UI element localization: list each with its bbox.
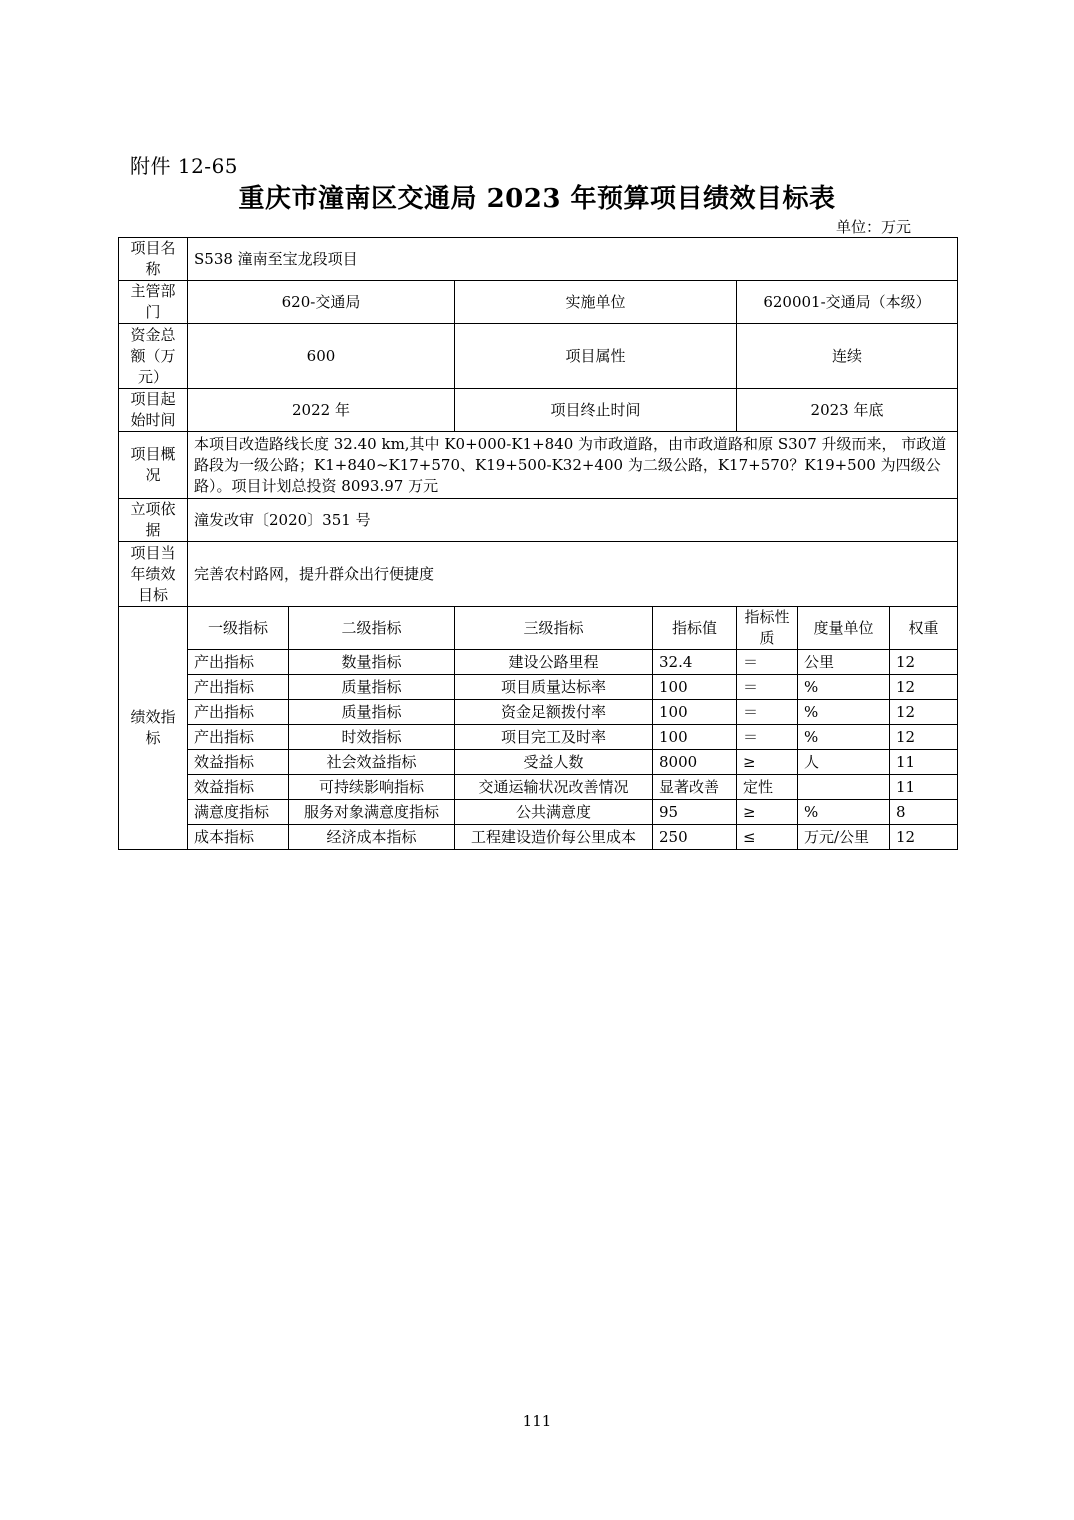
project-name-label: 项目名称	[119, 238, 188, 281]
cell-level3: 公共满意度	[455, 800, 653, 825]
table-row	[119, 650, 958, 675]
cell-level2: 经济成本指标	[289, 825, 455, 850]
impl-unit-label: 实施单位	[455, 281, 737, 324]
cell-unit: %	[798, 675, 890, 700]
dept-value: 620-交通局	[188, 281, 455, 324]
cell-nature: ≥	[737, 750, 798, 775]
basis-value: 潼发改审〔2020〕351 号	[188, 499, 958, 542]
cell-level1: 效益指标	[188, 775, 289, 800]
table-row	[119, 725, 958, 750]
annual-goal-value: 完善农村路网，提升群众出行便捷度	[188, 542, 958, 607]
overview-value: 本项目改造路线长度 32.40 km,其中 K0+000-K1+840 为市政道路，由市政道路和原 S307 升级而来， 市政道路段为一级公路；K1+840~K17+570、K19+500-K32+400 为二级公路，K17+570？K19+500 为四级公路）。项目计划总投资 8093.97 万元	[188, 432, 958, 499]
cell-nature: ≥	[737, 800, 798, 825]
cell-level2: 可持续影响指标	[289, 775, 455, 800]
overview-label: 项目概况	[119, 432, 188, 499]
cell-weight: 8	[890, 800, 958, 825]
cell-level1: 成本指标	[188, 825, 289, 850]
cell-level1: 产出指标	[188, 725, 289, 750]
project-attr-value: 连续	[737, 324, 958, 389]
cell-level3: 资金足额拨付率	[455, 700, 653, 725]
indicators-section-label: 绩效指标	[119, 607, 188, 850]
page-title: 重庆市潼南区交通局 2023 年预算项目绩效目标表	[238, 184, 836, 214]
cell-weight: 12	[890, 650, 958, 675]
end-time-label: 项目终止时间	[455, 389, 737, 432]
header-weight: 权重	[890, 607, 958, 650]
cell-level2: 质量指标	[289, 700, 455, 725]
cell-unit: 公里	[798, 650, 890, 675]
impl-unit-value: 620001-交通局（本级）	[737, 281, 958, 324]
table-row	[119, 750, 958, 775]
cell-value: 8000	[653, 750, 737, 775]
cell-nature: ＝	[737, 700, 798, 725]
basis-label: 立项依据	[119, 499, 188, 542]
cell-weight: 12	[890, 825, 958, 850]
cell-level1: 满意度指标	[188, 800, 289, 825]
header-level1: 一级指标	[188, 607, 289, 650]
cell-level2: 时效指标	[289, 725, 455, 750]
cell-unit	[798, 775, 890, 800]
cell-nature: ＝	[737, 675, 798, 700]
cell-unit: 人	[798, 750, 890, 775]
header-value: 指标值	[653, 607, 737, 650]
funds-label: 资金总额（万元）	[119, 324, 188, 389]
cell-weight: 11	[890, 775, 958, 800]
cell-level1: 产出指标	[188, 675, 289, 700]
cell-unit: %	[798, 725, 890, 750]
performance-table	[118, 237, 958, 850]
project-name-value: S538 潼南至宝龙段项目	[188, 238, 958, 281]
cell-level3: 交通运输状况改善情况	[455, 775, 653, 800]
cell-weight: 12	[890, 675, 958, 700]
cell-level1: 产出指标	[188, 650, 289, 675]
cell-level2: 数量指标	[289, 650, 455, 675]
cell-unit: %	[798, 700, 890, 725]
table-row	[119, 675, 958, 700]
cell-level2: 质量指标	[289, 675, 455, 700]
cell-value: 100	[653, 700, 737, 725]
cell-level3: 项目质量达标率	[455, 675, 653, 700]
project-attr-label: 项目属性	[455, 324, 737, 389]
cell-weight: 12	[890, 725, 958, 750]
attachment-label: 附件 12-65	[130, 154, 239, 178]
cell-level3: 项目完工及时率	[455, 725, 653, 750]
cell-level1: 产出指标	[188, 700, 289, 725]
cell-nature: ≤	[737, 825, 798, 850]
start-time-label: 项目起始时间	[119, 389, 188, 432]
cell-weight: 12	[890, 700, 958, 725]
unit-note: 单位：万元	[836, 218, 912, 236]
cell-value: 100	[653, 675, 737, 700]
table-row	[119, 700, 958, 725]
cell-level1: 效益指标	[188, 750, 289, 775]
cell-level2: 社会效益指标	[289, 750, 455, 775]
dept-label: 主管部门	[119, 281, 188, 324]
cell-level3: 建设公路里程	[455, 650, 653, 675]
cell-unit: %	[798, 800, 890, 825]
cell-value: 95	[653, 800, 737, 825]
cell-level3: 受益人数	[455, 750, 653, 775]
start-time-value: 2022 年	[188, 389, 455, 432]
header-unit: 度量单位	[798, 607, 890, 650]
page-number: 111	[522, 1412, 552, 1430]
table-row	[119, 825, 958, 850]
cell-nature: ＝	[737, 650, 798, 675]
cell-unit: 万元/公里	[798, 825, 890, 850]
cell-value: 显著改善	[653, 775, 737, 800]
header-level3: 三级指标	[455, 607, 653, 650]
cell-weight: 11	[890, 750, 958, 775]
cell-nature: ＝	[737, 725, 798, 750]
table-row	[119, 775, 958, 800]
table-row	[119, 800, 958, 825]
funds-value: 600	[188, 324, 455, 389]
cell-value: 32.4	[653, 650, 737, 675]
end-time-value: 2023 年底	[737, 389, 958, 432]
cell-value: 250	[653, 825, 737, 850]
cell-nature: 定性	[737, 775, 798, 800]
annual-goal-label: 项目当年绩效目标	[119, 542, 188, 607]
cell-value: 100	[653, 725, 737, 750]
cell-level2: 服务对象满意度指标	[289, 800, 455, 825]
header-nature: 指标性质	[737, 607, 798, 650]
cell-level3: 工程建设造价每公里成本	[455, 825, 653, 850]
header-level2: 二级指标	[289, 607, 455, 650]
